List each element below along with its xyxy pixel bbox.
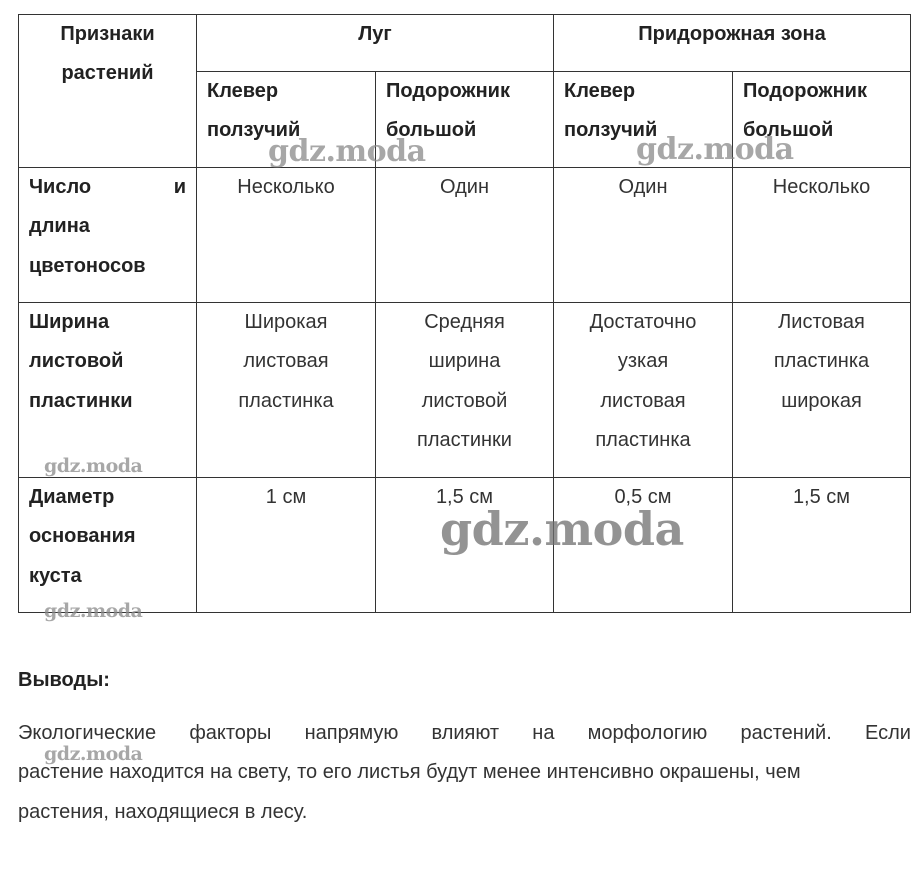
- header-group-meadow: [197, 15, 554, 72]
- table-cell: [376, 303, 554, 478]
- row-label-line: основания: [29, 525, 136, 548]
- table-cell: [733, 303, 911, 478]
- cell-line: ширина: [428, 350, 501, 373]
- paragraph-word: морфологию: [587, 722, 708, 744]
- row-label-line: листовой: [29, 350, 124, 373]
- cell-line: широкая: [781, 389, 862, 412]
- header-plant-line: большой: [743, 119, 834, 142]
- header-group-roadside-label: Придорожная зона: [638, 23, 826, 45]
- table-cell: [554, 478, 733, 613]
- cell-line: листовой: [421, 389, 508, 412]
- cell-line: Несколько: [237, 176, 335, 198]
- header-plant-line: Клевер: [207, 80, 279, 102]
- table-cell: [197, 303, 376, 478]
- header-plant-clover-meadow: [197, 72, 376, 168]
- cell-line: пластинка: [773, 350, 870, 373]
- header-plant-clover-roadside: [554, 72, 733, 168]
- row-label-word: и: [173, 176, 186, 198]
- header-plant-line: Подорожник: [386, 80, 510, 102]
- header-plant-line: большой: [386, 119, 477, 142]
- paragraph-line: [18, 714, 911, 753]
- watermark: gdz.moda: [268, 134, 426, 169]
- row-label-line: цветоносов: [29, 254, 146, 277]
- cell-line: пластинка: [238, 389, 334, 412]
- header-traits-line: растений: [61, 62, 154, 85]
- cell-line: узкая: [617, 350, 669, 373]
- table-cell: [197, 478, 376, 613]
- cell-line: Широкая: [244, 311, 328, 333]
- cell-line: Несколько: [772, 176, 871, 198]
- paragraph-word: Если: [864, 722, 911, 744]
- row-label-line: Ширина: [29, 311, 110, 333]
- conclusions-heading: Выводы:: [18, 669, 110, 691]
- cell-line: Листовая: [778, 311, 865, 333]
- header-plant-line: Клевер: [564, 80, 636, 102]
- cell-line: Один: [618, 176, 668, 198]
- watermark: gdz.moda: [440, 502, 684, 556]
- table-cell: [733, 168, 911, 303]
- row-label-word: Число: [29, 176, 92, 198]
- table-cell: [376, 168, 554, 303]
- row-label-leaf-width: [19, 303, 197, 478]
- cell-line: 1,5 см: [435, 486, 494, 508]
- cell-line: Один: [439, 176, 489, 198]
- watermark: gdz.moda: [44, 743, 143, 765]
- watermark: gdz.moda: [44, 455, 143, 477]
- paragraph-word: напрямую: [304, 722, 399, 744]
- cell-line: пластинки: [417, 429, 512, 452]
- row-label-line: куста: [29, 564, 82, 587]
- cell-line: Достаточно: [589, 311, 697, 333]
- paragraph-word: на: [532, 722, 555, 744]
- traits-table: [18, 14, 911, 613]
- table-cell: [733, 478, 911, 613]
- row-label-peduncles: [19, 168, 197, 303]
- header-group-meadow-label: Луг: [358, 23, 392, 45]
- header-plant-plantain-meadow: [376, 72, 554, 168]
- header-plant-line: Подорожник: [743, 80, 867, 102]
- table-cell: [554, 303, 733, 478]
- paragraph-word: растений.: [740, 722, 832, 744]
- paragraph-word: Экологические: [18, 722, 157, 744]
- header-plant-line: ползучий: [207, 119, 301, 142]
- row-label-line: длина: [29, 215, 90, 238]
- cell-line: 0,5 см: [614, 486, 672, 508]
- table-row: [19, 303, 911, 478]
- paragraph-word: влияют: [431, 722, 500, 744]
- table-row: [19, 168, 911, 303]
- cell-line: листовая: [600, 389, 686, 412]
- header-group-roadside: [554, 15, 911, 72]
- paragraph-word: факторы: [189, 722, 272, 744]
- cell-line: 1 см: [265, 486, 307, 508]
- watermark: gdz.moda: [636, 132, 794, 167]
- cell-line: листовая: [243, 350, 329, 373]
- cell-line: Средняя: [424, 311, 505, 333]
- conclusions-paragraph: [18, 714, 911, 832]
- watermark: gdz.moda: [44, 600, 143, 622]
- table-cell: [197, 168, 376, 303]
- cell-line: пластинка: [595, 429, 691, 452]
- row-label-bush-diameter: [19, 478, 197, 613]
- header-plant-line: ползучий: [564, 119, 658, 142]
- table-cell: [376, 478, 554, 613]
- cell-line: 1,5 см: [792, 486, 851, 508]
- paragraph-line: растение находится на свету, то его листья будут менее интенсивно окрашены, чем: [18, 761, 801, 784]
- row-label-line: Диаметр: [29, 486, 115, 508]
- header-traits: [19, 15, 197, 168]
- table-row: [19, 478, 911, 613]
- row-label-line: пластинки: [29, 389, 133, 412]
- table-cell: [554, 168, 733, 303]
- paragraph-line: растения, находящиеся в лесу.: [18, 800, 308, 823]
- row-label-line: [29, 168, 186, 207]
- header-traits-line: Признаки: [60, 23, 155, 45]
- header-plant-plantain-roadside: [733, 72, 911, 168]
